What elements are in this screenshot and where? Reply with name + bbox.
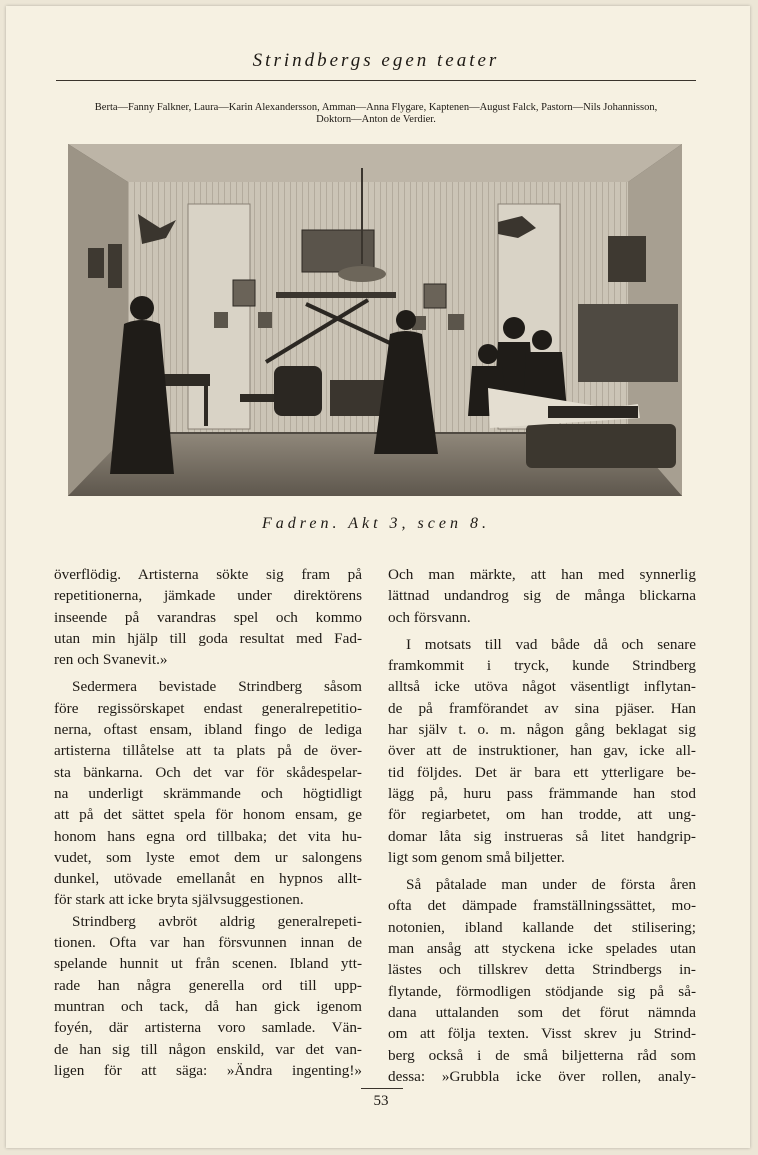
text-line: ren och Svanevit.» bbox=[54, 651, 168, 669]
text-line: vudet, som lyste emot dem ur salongens bbox=[54, 848, 362, 866]
text-line: har själv t. o. m. någon gång beklagat sig bbox=[388, 721, 696, 739]
text-line: I motsats till vad både då och senare bbox=[406, 635, 696, 653]
text-line: överflödig. Artisterna sökte sig fram på bbox=[54, 566, 362, 583]
text-line: över att de instruktioner, han gav, icke all- bbox=[388, 742, 696, 760]
text-line: före regissörskapet endast generalrepetitio- bbox=[54, 699, 362, 717]
book-page bbox=[6, 6, 750, 1148]
text-line: notonien, ibland kallande det stilisering; bbox=[388, 918, 696, 936]
photo-caption: Fadren. Akt 3, scen 8. bbox=[262, 515, 490, 532]
text-line: artisterna tillåtelse att ta plats på de över- bbox=[54, 742, 362, 760]
text-line: ligen för att säga: »Ändra ingenting!» bbox=[54, 1061, 362, 1079]
text-line: inseende på varandras spel och kommo bbox=[54, 608, 362, 626]
text-line: berg också i de små biljetterna råd som bbox=[388, 1046, 696, 1064]
text-line: dana uttalanden som det förut nämnda bbox=[388, 1003, 696, 1021]
stage-photograph bbox=[68, 144, 682, 496]
footer-rule bbox=[361, 1088, 403, 1089]
cast-caption: Berta—Fanny Falkner, Laura—Karin Alexandersson, Amman—Anna Flygare, Kaptenen—August Falck, Pastorn—Nils Johannisson, Doktorn—Anton de Verdier. bbox=[94, 102, 658, 125]
text-line: man ansåg att styckena icke spelades utan bbox=[388, 940, 696, 958]
text-line: muntran och tack, då han gick igenom bbox=[54, 997, 362, 1015]
text-line: tid följdes. Det är bara ett ytterligare be- bbox=[388, 763, 696, 781]
text-line: alltså icke utöva något väsentligt inflytan- bbox=[388, 678, 696, 696]
text-line: för regiarbetet, om han trodde, att ung- bbox=[388, 806, 696, 824]
text-line: om att följa texten. Visst skrev ju Strind- bbox=[388, 1025, 696, 1043]
text-line: lästes och tillskrev detta Strindbergs in- bbox=[388, 961, 696, 979]
stage-photograph-image bbox=[68, 144, 682, 496]
text-line: Sedermera bevistade Strindberg såsom bbox=[72, 678, 362, 696]
text-line: rade han några generella ord till upp- bbox=[54, 976, 362, 994]
text-line: ligt som genom små biljetter. bbox=[388, 848, 565, 866]
text-line: att på det sättet spela för honom ensam, ge bbox=[54, 806, 362, 824]
text-line: flytande, förmodligen stödjande sig på så- bbox=[388, 982, 696, 1000]
text-line: spelande hunnit ut från scenen. Ibland ytt- bbox=[54, 955, 362, 973]
text-line: foyén, där artisterna voro samlade. Vän- bbox=[54, 1019, 362, 1037]
text-line: Och man märkte, att han med synnerlig bbox=[388, 566, 696, 583]
running-head: Strindbergs egen teater bbox=[252, 50, 500, 71]
text-line: nerna, oftast ensam, ibland fingo de lediga bbox=[54, 721, 362, 739]
text-line: ofta det dämpade framställningssättet, mo- bbox=[388, 897, 696, 915]
text-line: och försvann. bbox=[388, 608, 471, 626]
text-line: repetitionerna, jämkade under direktörens bbox=[54, 587, 362, 605]
text-line: dunkel, utövade emellanåt en hypnos allt- bbox=[54, 870, 362, 888]
right-column bbox=[388, 564, 696, 1087]
text-line: lättnad undandrog sig de många blickarna bbox=[388, 587, 696, 605]
text-line: honom hans egna ord tillbaka; det vita hu- bbox=[54, 827, 362, 845]
text-line: lägg på, huru pass främmande han stod bbox=[388, 784, 696, 802]
text-line: framkommit i tryck, kunde Strindberg bbox=[388, 657, 696, 675]
text-line: sta bänkarna. Och det var för skådespelar- bbox=[54, 763, 362, 781]
text-line: de på framförandet av sina pjäser. Han bbox=[388, 699, 696, 717]
text-line: Så påtalade man under de första åren bbox=[406, 876, 696, 894]
text-line: domar låta sig instrueras så litet handgrip- bbox=[388, 827, 696, 845]
text-line: tionen. Ofta var han försvunnen innan de bbox=[54, 934, 362, 952]
text-line: Strindberg avbröt aldrig generalrepeti- bbox=[72, 912, 362, 930]
text-line: na underligt skrämmande och högtidligt bbox=[54, 784, 362, 802]
page-number: 53 bbox=[373, 1093, 389, 1109]
header-rule bbox=[56, 80, 696, 81]
text-line: för stark att icke bryta självsuggestionen. bbox=[54, 891, 304, 909]
left-column bbox=[54, 564, 362, 1081]
text-line: de han sig till någon enskild, var det van- bbox=[54, 1040, 362, 1058]
text-line: utan min hjälp till goda resultat med Fad- bbox=[54, 629, 362, 647]
text-line: dessa: »Grubbla icke över rollen, analy- bbox=[388, 1067, 696, 1085]
